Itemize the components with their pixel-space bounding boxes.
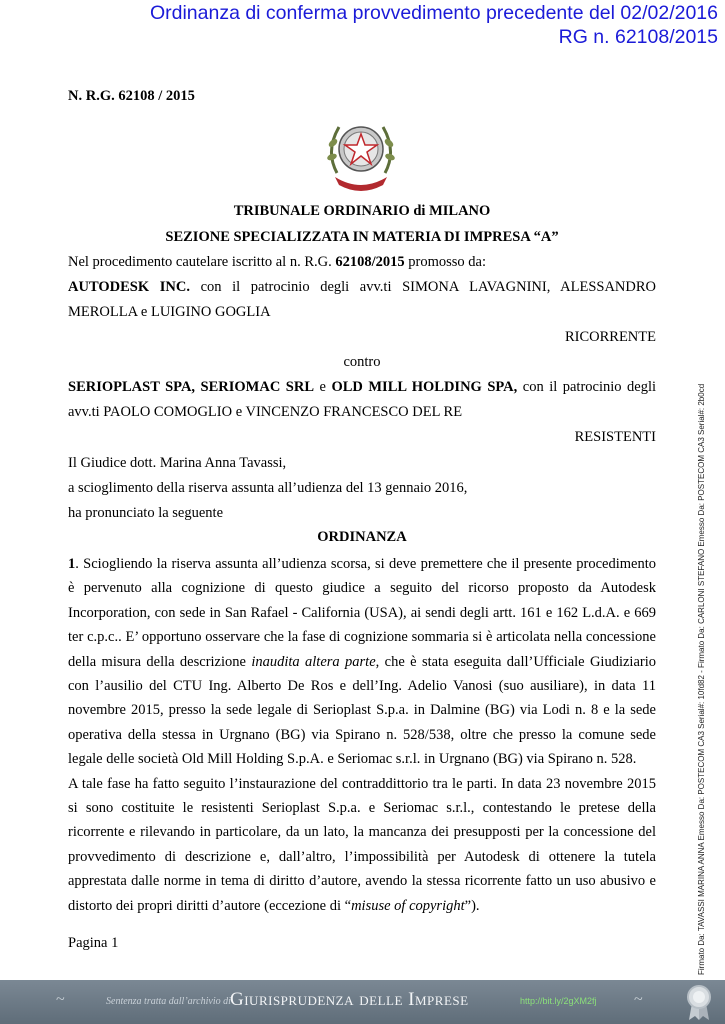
claimant-counsel-cont: MEROLLA e LUIGINO GOGLIA xyxy=(68,304,271,320)
registry-number: N. R.G. 62108 / 2015 xyxy=(68,88,195,104)
seal-ribbon-icon xyxy=(684,983,714,1021)
ordinanza-body xyxy=(68,552,656,918)
paragraph-2 xyxy=(68,772,656,918)
footer-ornament-left-icon: ~ xyxy=(56,991,65,1008)
ordinanza-title: ORDINANZA xyxy=(317,529,407,545)
paragraph-2-text-a: A tale fase ha fatto seguito l’instaurazione del contraddittorio tra le parti. In data 23 novembre 2015 si sono costituite le resistenti Serioplast S.p.a. e Seriomac s.r.l., contestando le pretese della ricorrente e rilevando in particolare, da un lato, la mancanza dei presupposti per la concessione del provvedimento di descrizione e, dall’altro, l’impossibilità per Autodesk di ottenere la tutela apprestata dalle norme in tema di diritto d’autore, avendo la stessa ricorrente fatto un uso abusivo e distorto dei propri diritti d’autore (eccezione di “ xyxy=(68,775,656,914)
respondent-1: SERIOPLAST SPA, xyxy=(68,379,196,395)
footer-brand: Giurisprudenza delle Imprese xyxy=(230,989,469,1010)
respondents-role: RESISTENTI xyxy=(574,429,656,445)
court-title: TRIBUNALE ORDINARIO di MILANO xyxy=(233,203,491,219)
claimant-role: RICORRENTE xyxy=(564,329,656,345)
procedure-line xyxy=(68,254,656,271)
digital-signature-text: Firmato Da: TAVASSI MARINA ANNA Emesso Da: POSTECOM CA3 Serial#: 10fd82 - Firmato Da: CARLONI STEFANO Emesso Da: POSTECOM CA3 Serial#: 2b0cd xyxy=(697,383,706,975)
paragraph-2-italic: misuse of copyright xyxy=(351,897,465,914)
respondent-and: e xyxy=(319,379,326,395)
respondent-2: SERIOMAC SRL xyxy=(200,379,315,395)
procedure-prefix: Nel procedimento cautelare iscritto al n. R.G. xyxy=(68,254,332,270)
claimant-name: AUTODESK INC. xyxy=(68,279,190,295)
respondents-counsel: con il patrocinio degli xyxy=(522,379,657,395)
court-section: SEZIONE SPECIALIZZATA IN MATERIA DI IMPRESA “A” xyxy=(165,229,559,245)
header-title: Ordinanza di conferma provvedimento precedente del 02/02/2016 xyxy=(149,2,718,24)
header-case-number: RG n. 62108/2015 xyxy=(558,26,718,48)
paragraph-1 xyxy=(68,552,656,772)
judge-line-2: a scioglimento della riserva assunta all’udienza del 13 gennaio 2016, xyxy=(68,480,468,496)
paragraph-2-text-b: ”). xyxy=(464,897,480,914)
procedure-number: 62108/2015 xyxy=(335,254,405,270)
page-number: Pagina 1 xyxy=(68,935,119,951)
footer-link[interactable]: http://bit.ly/2gXM2fj xyxy=(520,996,597,1006)
judge-line-1: Il Giudice dott. Marina Anna Tavassi, xyxy=(68,455,287,471)
paragraph-1-text-a: . Sciogliendo la riserva assunta all’udienza scorsa, si deve premettere che il presente procedimento è pervenuto alla cognizione di questo giudice a seguito del ricorso proposto da Autodesk Incorporation, con sede in San Rafael - California (USA), ai sendi degli artt. 161 e 162 L.d.A. e 669 ter c.p.c.. E’ opportuno osservare che la fase di cognizione sommaria si è articolata nella concessione della misura della descrizione xyxy=(68,556,656,670)
respondent-3: OLD MILL HOLDING SPA, xyxy=(331,379,518,395)
judge-line-3: ha pronunciato la seguente xyxy=(68,505,224,521)
claimant-line xyxy=(68,279,656,296)
paragraph-1-italic: inaudita altera parte xyxy=(251,653,376,670)
paragraph-1-text-b: , che è stata eseguita dall’Ufficiale Giudiziario con l’ausilio del CTU Ing. Alberto De Ros e dell’Ing. Adelio Vanosi (suo ausiliare), in data 11 novembre 2015, presso la sede legale di Serioplast S.p.a. in Dalmine (BG) via Lodi n. 8 e la sede operativa della stessa in Urgnano (BG) via Spirano n. 528/538, oltre che presso la comune sede legale delle società Old Mill Holding S.p.A. e Seriomac s.r.l. in Urgnano (BG) via Spirano n. 528. xyxy=(68,653,656,768)
contro-label: contro xyxy=(343,354,381,370)
footer-banner xyxy=(0,980,725,1024)
paragraph-1-number: 1 xyxy=(68,556,76,572)
procedure-suffix: promosso da: xyxy=(408,254,486,270)
respondents-line xyxy=(68,379,656,396)
document-header xyxy=(150,1,718,49)
footer-tagline: Sentenza tratta dall’archivio di xyxy=(106,996,231,1007)
italian-emblem-icon xyxy=(323,113,399,193)
footer-ornament-right-icon: ~ xyxy=(634,991,643,1008)
claimant-counsel: con il patrocinio degli avv.ti SIMONA LAVAGNINI, ALESSANDRO xyxy=(200,279,657,295)
respondents-counsel-cont: avv.ti PAOLO COMOGLIO e VINCENZO FRANCESCO DEL RE xyxy=(68,404,463,420)
